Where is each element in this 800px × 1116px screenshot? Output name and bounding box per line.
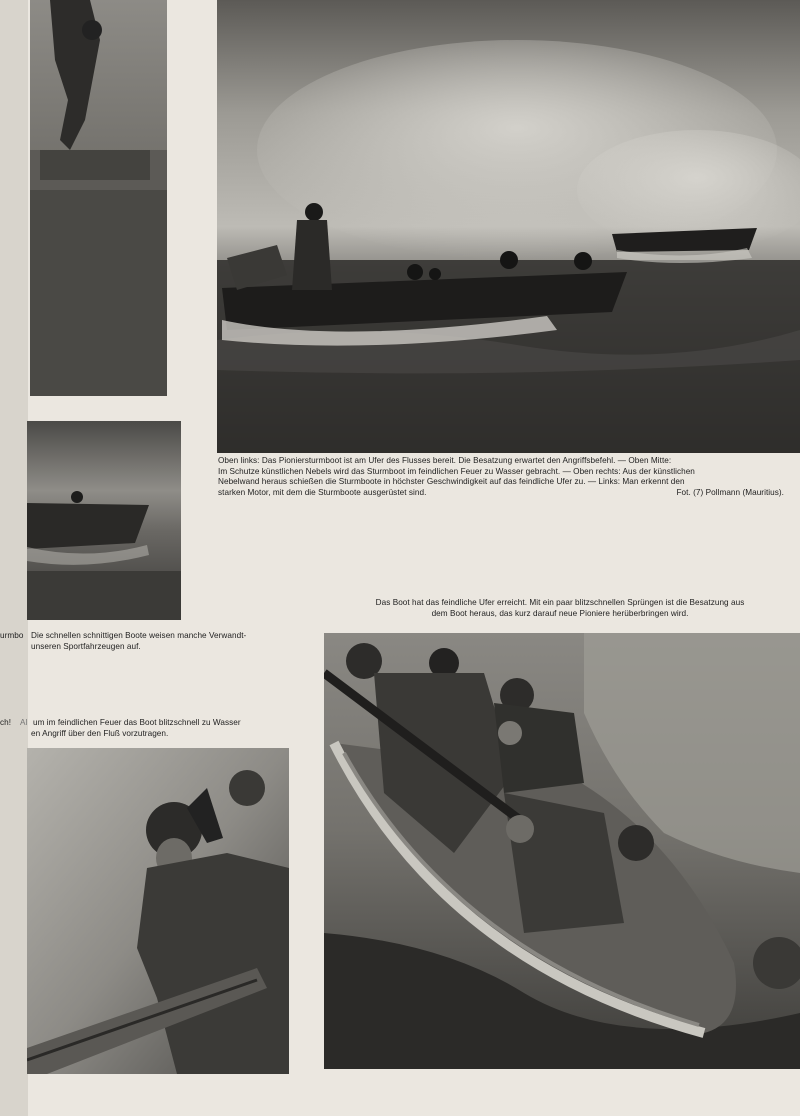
caption-cut-text: Al xyxy=(20,718,28,727)
photo-boat-motor xyxy=(27,421,181,620)
caption-top-line-1: Oben links: Das Pioniersturmboot ist am Ufer des Flusses bereit. Die Besatzung erwartet den Angriffsbefehl. — Oben Mitte: xyxy=(218,456,672,465)
caption-cut-text: urmbo xyxy=(0,631,24,640)
photo-soldiers-landing-boat xyxy=(324,633,800,1069)
photo-soldier-carrying-boat xyxy=(27,748,289,1074)
caption-left-low-line-2: en Angriff über den Fluß vorzutragen. xyxy=(31,728,169,738)
photo-credit: Fot. (7) Pollmann (Mauritius). xyxy=(676,487,784,497)
caption-right-mid-line-1: Das Boot hat das feindliche Ufer erreicht. Mit ein paar blitzschnellen Sprüngen ist die Besatzung aus xyxy=(375,598,745,607)
left-page-edge xyxy=(0,0,28,1116)
photo-assault-boats-smoke xyxy=(217,0,800,453)
caption-left-mid-line-2: unseren Sportfahrzeugen auf. xyxy=(31,641,141,651)
caption-left-low xyxy=(0,718,292,739)
caption-left-low-text-1: um im feindlichen Feuer das Boot blitzschnell zu Wasser xyxy=(33,718,241,727)
photo-soldier-riverbank xyxy=(30,0,167,396)
caption-left-mid-line-1 xyxy=(0,631,290,642)
caption-top xyxy=(218,456,796,498)
caption-right-mid xyxy=(322,598,798,619)
caption-left-low-line-1 xyxy=(0,718,292,729)
caption-top-line-4: starken Motor, mit dem die Sturmboote ausgerüstet sind. xyxy=(218,487,427,497)
caption-top-line-3: Nebelwand heraus schießen die Sturmboote in höchster Geschwindigkeit auf das feindliche Ufer zu. — Links: Man erkennt den xyxy=(218,477,685,486)
caption-left-mid-text-1: Die schnellen schnittigen Boote weisen manche Verwandt- xyxy=(31,631,247,640)
caption-right-mid-line-2: dem Boot heraus, das kurz darauf neue Pioniere herüberbringen wird. xyxy=(431,608,689,618)
caption-top-line-2: Im Schutze künstlichen Nebels wird das Sturmboot im feindlichen Feuer zu Wasser gebracht. — Oben rechts: Aus der künstlichen xyxy=(218,466,695,476)
caption-cut-text: ch! xyxy=(0,718,12,727)
caption-top-last-row xyxy=(218,488,796,499)
caption-left-mid xyxy=(0,631,290,652)
